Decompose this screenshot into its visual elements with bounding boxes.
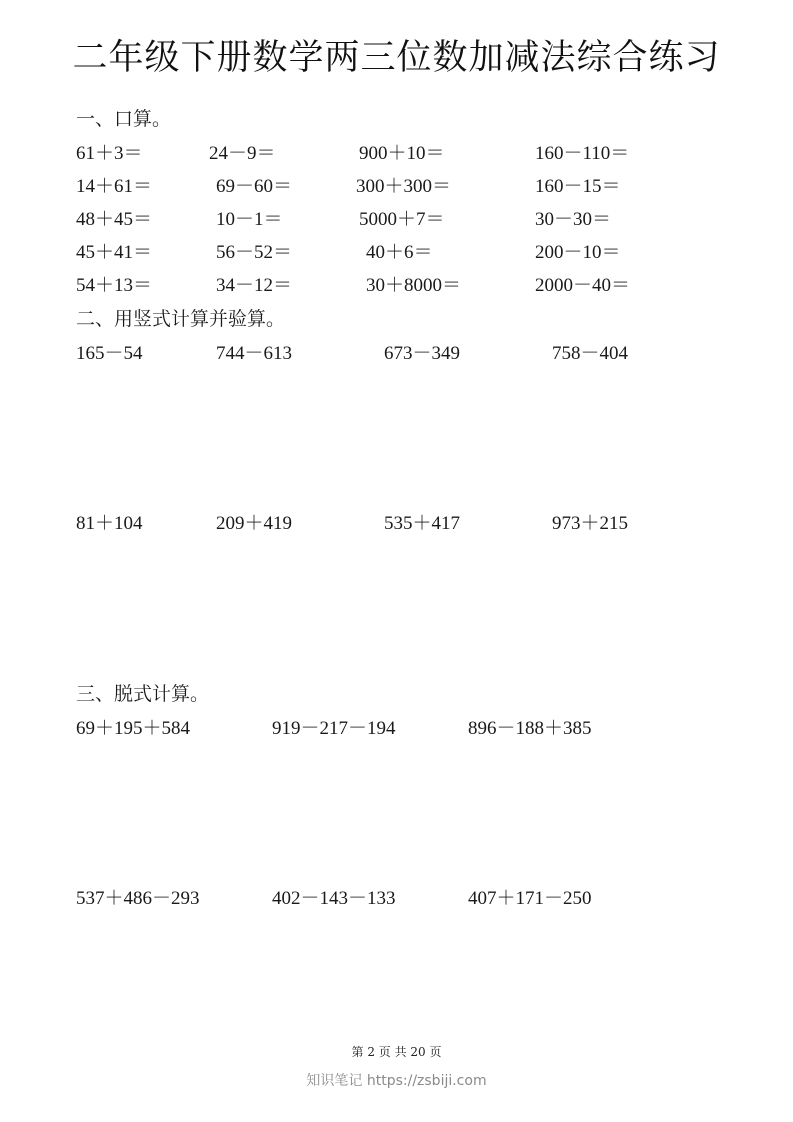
step-calc-item: 919－217－194 bbox=[272, 718, 396, 739]
step-calc-item: 69＋195＋584 bbox=[76, 718, 191, 739]
oral-calc-item: 30－30＝ bbox=[535, 209, 612, 230]
oral-calc-item: 900＋10＝ bbox=[359, 143, 445, 164]
oral-calc-item: 45＋41＝ bbox=[76, 242, 153, 263]
step-calc-item: 402－143－133 bbox=[272, 888, 396, 909]
oral-calc-item: 24－9＝ bbox=[209, 143, 276, 164]
oral-calc-item: 48＋45＝ bbox=[76, 209, 153, 230]
vertical-calc-item: 973＋215 bbox=[552, 513, 629, 534]
vertical-calc-item: 673－349 bbox=[384, 343, 461, 364]
page-number: 第 2 页 共 20 页 bbox=[351, 1045, 442, 1059]
step-calc-item: 407＋171－250 bbox=[468, 888, 592, 909]
oral-calc-item: 54＋13＝ bbox=[76, 275, 153, 296]
site-watermark: 知识笔记 https://zsbiji.com bbox=[306, 1073, 487, 1089]
oral-calc-item: 56－52＝ bbox=[216, 242, 293, 263]
vertical-calc-item: 535＋417 bbox=[384, 513, 461, 534]
oral-calc-item: 40＋6＝ bbox=[366, 242, 433, 263]
oral-calc-item: 200－10＝ bbox=[535, 242, 621, 263]
oral-calc-item: 34－12＝ bbox=[216, 275, 293, 296]
oral-calc-item: 160－110＝ bbox=[535, 143, 630, 164]
section-heading-step-calc: 三、脱式计算。 bbox=[76, 683, 210, 705]
section-heading-oral-calc: 一、口算。 bbox=[76, 108, 172, 130]
oral-calc-item: 30＋8000＝ bbox=[366, 275, 462, 296]
oral-calc-item: 14＋61＝ bbox=[76, 176, 153, 197]
vertical-calc-item: 744－613 bbox=[216, 343, 293, 364]
vertical-calc-item: 81＋104 bbox=[76, 513, 143, 534]
oral-calc-item: 10－1＝ bbox=[216, 209, 283, 230]
step-calc-item: 896－188＋385 bbox=[468, 718, 592, 739]
vertical-calc-item: 165－54 bbox=[76, 343, 143, 364]
step-calc-item: 537＋486－293 bbox=[76, 888, 200, 909]
oral-calc-item: 69－60＝ bbox=[216, 176, 293, 197]
oral-calc-item: 160－15＝ bbox=[535, 176, 621, 197]
section-heading-vertical-calc: 二、用竖式计算并验算。 bbox=[76, 308, 286, 330]
oral-calc-item: 300＋300＝ bbox=[356, 176, 452, 197]
vertical-calc-item: 209＋419 bbox=[216, 513, 293, 534]
oral-calc-item: 5000＋7＝ bbox=[359, 209, 445, 230]
vertical-calc-item: 758－404 bbox=[552, 343, 629, 364]
oral-calc-item: 2000－40＝ bbox=[535, 275, 631, 296]
oral-calc-item: 61＋3＝ bbox=[76, 143, 143, 164]
page-title: 二年级下册数学两三位数加减法综合练习 bbox=[72, 38, 721, 78]
